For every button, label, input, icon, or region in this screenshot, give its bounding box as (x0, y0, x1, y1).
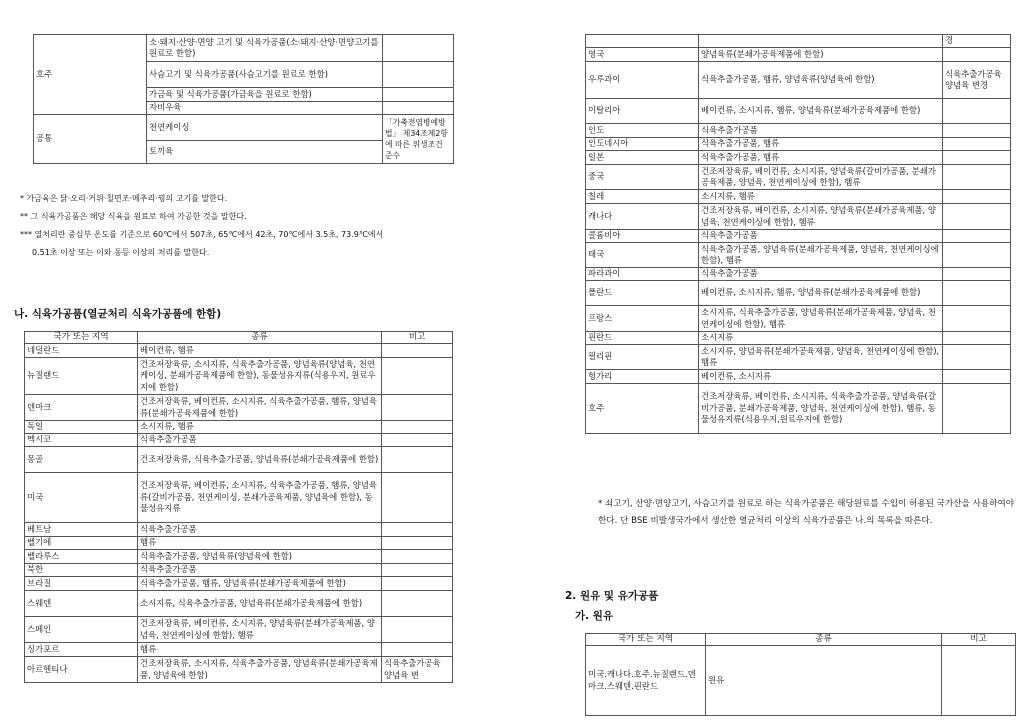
kind-cell: 건조저장육류, 베이컨류, 소시지류, 식육추출가공품, 양념육류(갈비가공품, 분쇄가공육제품, 양념육, 천연케이싱에 한함), 햄류, 동물성유지류(식용우지,원료우지에 한함) (699, 384, 943, 434)
note-cell: 경 (943, 35, 1011, 48)
kind-cell: 원유 (706, 646, 942, 716)
left-table-row (25, 473, 453, 523)
footnotes-left (20, 190, 460, 262)
country-cell: 벨기에 (25, 537, 138, 550)
right-table-row (586, 370, 1011, 384)
note-cell (382, 358, 453, 395)
left-table-row (25, 395, 453, 421)
left-table-row (25, 550, 453, 564)
note-cell (382, 564, 453, 577)
country-cell: 우루과이 (586, 62, 699, 99)
right-table-row (586, 306, 1011, 332)
country-cell: 캐나다 (586, 204, 699, 230)
right-table-row (586, 99, 1011, 124)
note-cell (382, 617, 453, 643)
country-cell: 몽골 (25, 447, 138, 473)
note-cell (383, 102, 454, 115)
left-table-row (25, 564, 453, 577)
country-cell: 프랑스 (586, 306, 699, 332)
kind-cell: 가금육 및 식육가공품(가금육을 원료로 한함) (147, 88, 383, 102)
country-cell: 뉴질랜드 (25, 358, 138, 395)
left-table-row (25, 421, 453, 434)
raw-col-header-kind: 종류 (706, 634, 942, 646)
left-table-row (25, 643, 453, 657)
section-na-heading: 나. 식육가공품(열균처리 식육가공품에 한함) (14, 308, 222, 320)
kind-cell: 식육추출가공품, 양념육류(양념육에 한함) (138, 550, 382, 564)
kind-cell: 건조저장육류, 베이컨류, 소시지류, 식육추출가공품, 햄류, 양념육류(분쇄가공육제품에 한함) (138, 395, 382, 421)
note-cell (943, 243, 1011, 268)
kind-cell: 소시지류, 식육추출가공품, 양념육류(분쇄가공육제품에 한함) (138, 591, 382, 617)
note-cell (383, 88, 454, 102)
kind-cell: 사슴고기 및 식육가공품(사슴고기를 원료로 한함) (147, 62, 383, 88)
kind-cell: 식육추출가공품, 햄류, 양념육류(분쇄가공육제품에 한함) (138, 577, 382, 591)
footnote-2: ** 그 식육가공품은 해당 식육을 원료로 하여 가공한 것을 말한다. (20, 212, 247, 221)
left-table-row (25, 434, 453, 447)
note-cell (943, 48, 1011, 62)
note-cell (382, 473, 453, 523)
kind-cell: 건조저장육류, 베이컨류, 소시지류, 양념육류(분쇄가공육제품, 양념육, 천연케이싱에 한함), 햄류 (138, 617, 382, 643)
note-cell (382, 550, 453, 564)
kind-cell: 소시지류, 양념육류(분쇄가공육제품, 양념육, 천연케이싱에 한함), 햄류 (699, 345, 943, 370)
kind-cell: 소시지류, 식육추출가공품, 양념육류(분쇄가공육제품, 양념육, 천연케이싱에 한함), 햄류 (699, 306, 943, 332)
country-cell: 네덜란드 (25, 344, 138, 358)
right-footnote: * 쇠고기, 산양·면양고기, 사슴고기를 원료로 하는 식육가공품은 해당원료를 수입이 허용된 국가산을 사용하여야 한다. 단 BSE 비발생국가에서 생산한 열균처리 이상의 식육가공품은 나.의 목록을 따른다. (598, 499, 1015, 526)
right-table-row (586, 190, 1011, 204)
note-cell (382, 447, 453, 473)
kind-cell: 식육추출가공품 (138, 434, 382, 447)
left-table-row (25, 358, 453, 395)
right-table-row (586, 384, 1011, 434)
right-table-row (586, 165, 1011, 190)
note-cell (382, 434, 453, 447)
kind-cell: 베이컨류, 햄류 (138, 344, 382, 358)
left-table-row (25, 537, 453, 550)
country-cell: 싱가포르 (25, 643, 138, 657)
right-table-row (586, 281, 1011, 306)
left-table-row (25, 577, 453, 591)
kind-cell: 식육추출가공품 (699, 230, 943, 243)
raw-milk-table (585, 633, 1016, 716)
note-cell (943, 384, 1011, 434)
note-cell (943, 204, 1011, 230)
top-table-row (34, 115, 454, 141)
country-cell: 영국 (586, 48, 699, 62)
kind-cell: 식육추출가공품 (699, 268, 943, 281)
kind-cell: 베이컨류, 소시지류 (699, 370, 943, 384)
country-cell: 이탈리아 (586, 99, 699, 124)
country-cell: 공통 (34, 115, 147, 164)
right-table-row (586, 124, 1011, 138)
country-cell: 태국 (586, 243, 699, 268)
country-cell: 베트남 (25, 523, 138, 537)
left-table-row (25, 523, 453, 537)
note-cell (943, 268, 1011, 281)
country-cell: 호주 (34, 35, 147, 115)
kind-cell: 소시지류, 햄류 (699, 190, 943, 204)
country-cell: 브라질 (25, 577, 138, 591)
country-cell (586, 35, 699, 48)
main-table-right (585, 34, 1011, 434)
note-cell (943, 332, 1011, 345)
kind-cell: 건조저장육류, 소시지류, 식육추출가공품, 양념육류(양념육, 천연케이싱, 분쇄가공육제품에 한함), 동물성유지류(식용우지, 원료우지에 한함) (138, 358, 382, 395)
left-table-row (25, 617, 453, 643)
country-cell: 미국.캐나다.호주.뉴질랜드.덴마크.스웨덴.핀란드 (586, 646, 706, 716)
kind-cell: 천연케이싱 (147, 115, 383, 141)
note-cell (383, 62, 454, 88)
kind-cell: 식육추출가공품, 양념육류(분쇄가공육제품, 양념육, 천연케이싱에 한함), 햄류 (699, 243, 943, 268)
right-table-row (586, 35, 1011, 48)
right-table-row (586, 243, 1011, 268)
note-cell (943, 99, 1011, 124)
kind-cell: 식육추출가공품, 햄류 (699, 151, 943, 165)
note-cell (382, 643, 453, 657)
col-header-kind: 종류 (138, 332, 382, 344)
kind-cell: 베이컨류, 소시지류, 햄류, 양념육류(분쇄가공육제품에 한함) (699, 281, 943, 306)
country-cell: 스페인 (25, 617, 138, 643)
right-table-row (586, 62, 1011, 99)
right-table-row (586, 230, 1011, 243)
left-table-row (25, 344, 453, 358)
country-cell: 스웨덴 (25, 591, 138, 617)
note-cell (382, 591, 453, 617)
note-cell (382, 537, 453, 550)
kind-cell: 식육추출가공품 (138, 523, 382, 537)
country-cell: 필리핀 (586, 345, 699, 370)
note-cell (943, 230, 1011, 243)
kind-cell: 햄류 (138, 537, 382, 550)
country-cell: 폴란드 (586, 281, 699, 306)
note-cell (942, 646, 1016, 716)
right-table-row (586, 138, 1011, 151)
kind-cell: 식육추출가공품 (699, 124, 943, 138)
country-cell: 콜롬비아 (586, 230, 699, 243)
section-2-heading: 2. 원유 및 유가공품 (565, 590, 659, 602)
section-ga-heading: 가. 원유 (575, 610, 614, 622)
note-cell (943, 345, 1011, 370)
left-table-row (25, 447, 453, 473)
kind-cell: 양념육류(분쇄가공육제품에 한함) (699, 48, 943, 62)
note-cell (382, 421, 453, 434)
main-table-left (24, 331, 453, 683)
note-cell (943, 138, 1011, 151)
country-cell: 중국 (586, 165, 699, 190)
kind-cell: 소시지류, 햄류 (138, 421, 382, 434)
country-cell: 헝가리 (586, 370, 699, 384)
kind-cell: 건조저장육류, 베이컨류, 소시지류, 양념육류(갈비가공품, 분쇄가공육제품, 양념육, 천연케이싱에 한함), 햄류 (699, 165, 943, 190)
country-cell: 덴마크 (25, 395, 138, 421)
kind-cell: 햄류 (138, 643, 382, 657)
kind-cell: 건조저장육류, 식육추출가공품, 양념육류(분쇄가공육제품에 한함) (138, 447, 382, 473)
country-cell: 벨라루스 (25, 550, 138, 564)
note-cell (943, 165, 1011, 190)
kind-cell: 자비우육 (147, 102, 383, 115)
note-cell (382, 523, 453, 537)
right-table-row (586, 204, 1011, 230)
country-cell: 독일 (25, 421, 138, 434)
kind-cell: 식육추출가공품, 햄류 (699, 138, 943, 151)
note-cell (383, 35, 454, 62)
right-table-row (586, 151, 1011, 165)
raw-milk-row (586, 646, 1016, 716)
right-table-row (586, 345, 1011, 370)
country-cell: 인도네시아 (586, 138, 699, 151)
top-table-row (34, 35, 454, 62)
col-header-region: 국가 또는 지역 (25, 332, 138, 344)
kind-cell: 소시지류 (699, 332, 943, 345)
note-cell (943, 281, 1011, 306)
kind-cell: 건조저장육류, 소시지류, 식육추출가공품, 양념육류(분쇄가공육제품, 양념육에 한함) (138, 657, 382, 683)
right-table-row (586, 48, 1011, 62)
note-cell (943, 306, 1011, 332)
note-cell: 「가축전염병예방법」 제34조제2항에 따른 위생조건 준수 (383, 115, 454, 164)
raw-col-header-region: 국가 또는 지역 (586, 634, 706, 646)
note-cell (382, 344, 453, 358)
note-cell (943, 190, 1011, 204)
right-table-row (586, 332, 1011, 345)
note-cell (382, 395, 453, 421)
country-cell: 인도 (586, 124, 699, 138)
left-table-row (25, 657, 453, 683)
raw-col-header-note: 비고 (942, 634, 1016, 646)
kind-cell: 소·돼지·산양·면양 고기 및 식육가공품(소·돼지·산양·면양고기를 원료로 한함) (147, 35, 383, 62)
footnote-3-cont: 0.51초 이상 또는 이와 동등 이상의 처리를 말한다. (32, 248, 210, 257)
right-table-row (586, 268, 1011, 281)
country-cell: 미국 (25, 473, 138, 523)
kind-cell: 건조저장육류, 베이컨류, 소시지류, 양념육류(분쇄가공육제품, 양념육, 천연케이싱에 한함), 햄류 (699, 204, 943, 230)
kind-cell: 식육추출가공품, 햄류, 양념육류(양념육에 한함) (699, 62, 943, 99)
note-cell (943, 370, 1011, 384)
note-cell (943, 151, 1011, 165)
country-cell: 칠레 (586, 190, 699, 204)
note-cell: 식육추출가공육 양념육 변 (382, 657, 453, 683)
footnote-1: * 가금육은 닭·오리·거위·칠면조·메추리·꿩의 고기를 말한다. (20, 194, 228, 203)
country-cell: 북한 (25, 564, 138, 577)
kind-cell: 식육추출가공품 (138, 564, 382, 577)
top-left-table (33, 34, 454, 164)
note-cell (382, 577, 453, 591)
footnote-3: *** 열처리란 중심부 온도를 기준으로 60℃에서 507초, 65℃에서 42초, 70℃에서 3.5초, 73.9℃에서 (20, 230, 384, 239)
kind-cell: 베이컨류, 소시지류, 햄류, 양념육류(분쇄가공육제품에 한함) (699, 99, 943, 124)
note-cell (943, 124, 1011, 138)
country-cell: 일본 (586, 151, 699, 165)
left-table-row (25, 591, 453, 617)
col-header-note: 비고 (382, 332, 453, 344)
kind-cell (699, 35, 943, 48)
country-cell: 멕시코 (25, 434, 138, 447)
note-cell: 식육추출가공육 양념육 변경 (943, 62, 1011, 99)
kind-cell: 토끼육 (147, 141, 383, 164)
country-cell: 파라과이 (586, 268, 699, 281)
kind-cell: 건조저장육류, 베이컨류, 소시지류, 식육추출가공품, 햄류, 양념육류(갈비가공품, 천연케이싱, 분쇄가공육제품, 양념육에 한함), 동물성유지류 (138, 473, 382, 523)
country-cell: 아르헨티나 (25, 657, 138, 683)
country-cell: 핀란드 (586, 332, 699, 345)
country-cell: 호주 (586, 384, 699, 434)
